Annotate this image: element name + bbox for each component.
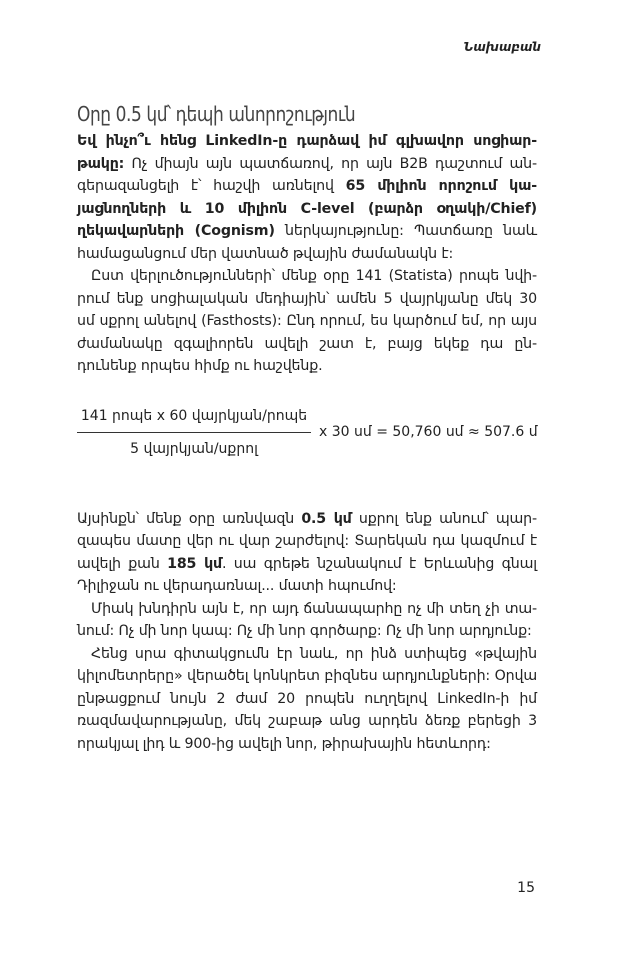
yearly-distance-bold: 185 կմ: [167, 555, 223, 572]
formula-fraction: [77, 406, 311, 459]
paragraph-problem: Միակ խնդիրն այն է, որ այդ ճանապարհը ոչ մի տեղ չի տա-նում: Ոչ մի նոր կապ: Ոչ մի նոր գործարք: Ոչ մի նոր արդյունք:: [77, 600, 537, 639]
paragraph-lead-bold: Եվ ինչո՞ւ հենց LinkedIn-ը դարձավ իմ գլխավոր սոցիար-թակը:: [77, 133, 537, 172]
paragraph-text: ներկայությունը: Պատճառը նաև համացանցում մեր վատնած թվային ժամանակն է:: [77, 223, 537, 262]
formula-denominator: 5 վայրկյան/սքրոլ: [130, 440, 258, 457]
scroll-distance-formula: [77, 406, 537, 466]
section-heading: Օրը 0.5 կմ՝ դեպի անորոշություն: [77, 102, 356, 126]
paragraph-text: . սա գրեթե նշանակում է Երևանից գնալ Դիլիջան ու վերադառնալ... մատի hպումով:: [77, 555, 537, 594]
paragraph-realization: Հենց սրա գիտակցումն էր նաև, որ ինձ ստիպեց «թվային կիլոմետրերը» վերածել կոնկրետ բիզնես արդյունքների: Օրվա ընթացքում նույն 2 ժամ 20 րոպեն ուղղելով LinkedIn-ի իմ ռազմավարությանը, մեկ շաբաթ անց արդեն ձեռք բերեցի 3 որակյալ լիդ և 900-ից ավելի նոր, թիրախային հետևորդ:: [77, 645, 537, 752]
paragraph-scroll-distance: [77, 508, 537, 598]
formula-result: x 30 սմ = 50,760 սմ ≈ 507.6 մ: [319, 423, 538, 440]
formula-numerator: 141 րոպե x 60 վայրկյան/րոպե: [80, 407, 308, 424]
paragraph-text: սքրոլ ենք անում՝ պար-զապես մատը վեր ու վար շարժելով: Տարեկան դա կազմում է ավելի քան: [77, 510, 537, 572]
paragraph-text: Ոչ միայն այն պատճառով, որ այն B2B դաշտում ան-գերազանցելի է՝ հաշվի առնելով: [77, 155, 537, 194]
paragraph-statistics: Ըստ վերլուծությունների՝ մենք օրը 141 (Statista) րոպե նվի-րում ենք սոցիալական մեդիային՝ ամեն 5 վայրկյանը մեկ 30 սմ սքրոլ անելով (Fasthosts): Ընդ որում, ես կարծում եմ, որ այս ժամանակը զգալիորեն ավելի շատ է, բայց եկեք դա ըն-դունենք որպես հիմք ու հաշվենք.: [77, 268, 537, 374]
paragraph-text: Այսինքն՝ մենք օրը առնվազն: [77, 510, 302, 527]
page-content: [77, 100, 537, 755]
paragraph-linkedin-why: [77, 130, 537, 265]
page-number: 15: [517, 880, 535, 896]
paragraph-stat-bold: 65 միլիոն որոշում կա-յացնողների և 10 միլիոն C-level (բարձր օղակի/Chief) ղեկավարների (Cognism): [77, 178, 537, 239]
running-header: Նախաբան: [463, 40, 541, 54]
daily-distance-bold: 0.5 կմ: [301, 510, 352, 527]
